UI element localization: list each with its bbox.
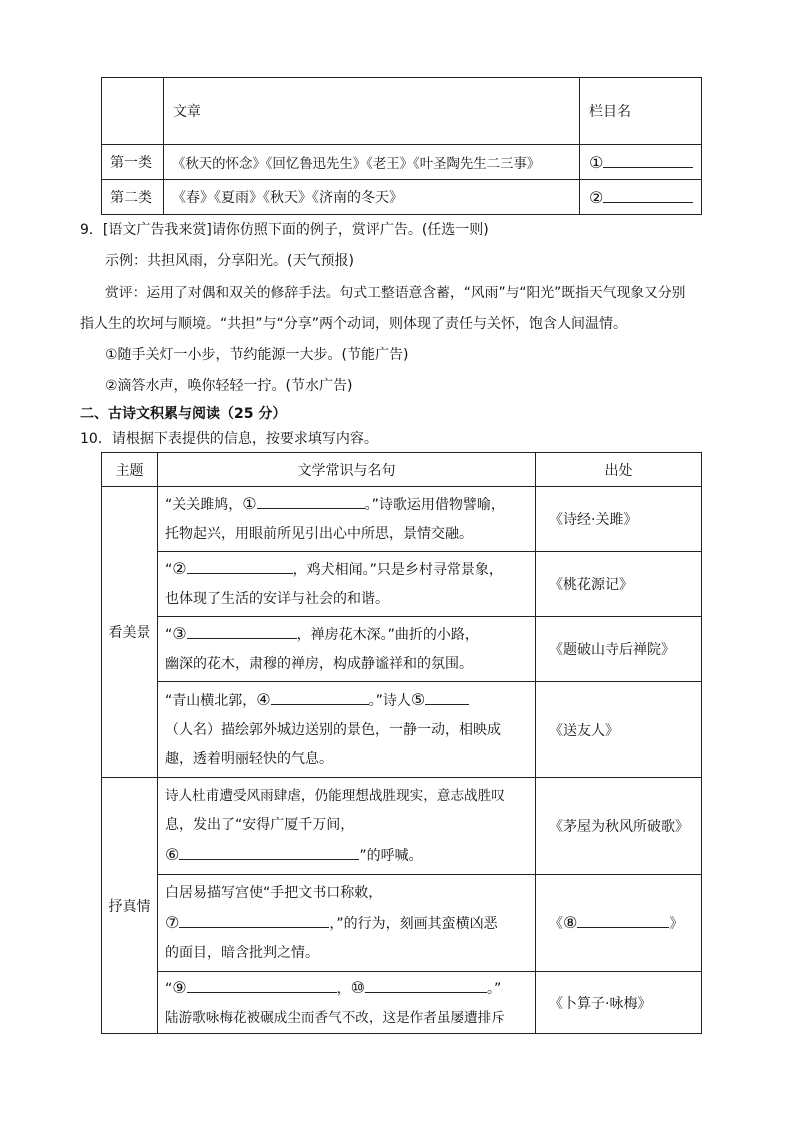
text: 也体现了生活的安详与社会的和谐。 [165,591,389,607]
table-row [102,875,702,972]
answer-blank[interactable] [187,624,297,639]
text: （人名）描绘郭外城边送别的景色，一静一动，相映成 [165,722,501,738]
knowledge-cell [158,972,536,1034]
knowledge-cell [158,617,536,682]
text: ， [336,980,351,997]
table-row [102,552,702,617]
knowledge-cell [158,778,536,875]
text: “青山横北郭， [165,693,257,709]
text: 》 [669,916,684,932]
answer-blank[interactable] [179,913,329,928]
text: ”的呼喊。 [359,847,423,864]
row-content: 《春》《夏雨》《秋天》《济南的冬天》 [164,180,580,215]
table-row [102,180,702,215]
blank-number: ④ [256,690,271,709]
text: 幽深的花木，肃穆的禅房，构成静谧祥和的氛围。 [165,656,473,672]
answer-blank[interactable] [179,845,359,860]
text: “ [165,627,173,643]
source-cell: 《送友人》 [536,682,702,778]
knowledge-cell [158,552,536,617]
blank-number: ① [242,494,257,513]
ad-item-2: ②滴答水声，唤你轻轻一拧。(节水广告) [105,378,353,394]
text: ，”的行为，刻画其蛮横凶恶 [329,915,498,932]
text: 《 [549,916,563,932]
header-article: 文章 [164,78,580,145]
text: “ [165,562,173,578]
table-header-row [102,78,702,145]
row-label: 第一类 [102,145,164,180]
header-theme: 主题 [102,453,158,487]
category-table [101,77,702,215]
comment-line-2: 指人生的坎坷与顺境。“共担”与“分享”两个动词，则体现了责任与关怀，饱含人间温情。 [80,316,628,332]
blank-number: ⑩ [350,977,365,997]
answer-blank[interactable] [603,188,693,203]
example-text: 示例：共担风雨，分享阳光。(天气预报) [105,253,354,269]
ad-item-1: ①随手关灯一小步，节约能源一大步。(节能广告) [105,347,409,363]
row-label: 第二类 [102,180,164,215]
header-knowledge: 文学常识与名句 [158,453,536,487]
knowledge-cell [158,487,536,552]
text: “ [165,980,173,997]
table-header-row [102,453,702,487]
question-9-title: 9．[语文广告我来赏]请你仿照下面的例子，赏评广告。(任选一则) [80,222,489,238]
blank-number: ② [589,187,604,207]
text: 息，发出了“安得广厦千万间， [165,816,355,833]
header-column-name: 栏目名 [580,78,702,145]
section-title: 二、古诗文积累与阅读（25 分） [80,406,287,422]
source-cell: 《诗经·关雎》 [536,487,702,552]
source-cell: 《题破山寺后禅院》 [536,617,702,682]
text: 。” [486,980,502,997]
blank-number: ⑨ [172,977,187,997]
text: 托物起兴，用眼前所见引出心中所思，景情交融。 [165,526,473,542]
text: 。”诗歌运用借物譬喻， [364,497,505,513]
text: 。”诗人 [368,693,411,709]
knowledge-cell [158,682,536,778]
text: “关关雎鸠， [165,497,243,513]
answer-cell[interactable] [580,180,702,215]
header-empty-cell [102,78,164,145]
table-row [102,487,702,552]
text: 诗人杜甫遭受风雨肆虐，仍能理想战胜现实，意志战胜叹 [165,787,505,804]
theme-cell: 看美景 [102,487,158,778]
table-row [102,145,702,180]
text: 趣，透着明丽轻快的气息。 [165,751,333,767]
table-row [102,778,702,875]
header-source: 出处 [536,453,702,487]
answer-blank[interactable] [425,690,469,705]
answer-blank[interactable] [271,690,369,705]
blank-number: ⑧ [563,913,578,932]
answer-blank[interactable] [257,494,365,509]
blank-number: ① [589,152,604,172]
poetry-table [101,452,702,1034]
answer-blank[interactable] [603,153,693,168]
text: 白居易描写宫使“手把文书口称敕， [165,884,383,901]
source-cell: 《桃花源记》 [536,552,702,617]
table-row [102,972,702,1034]
answer-blank[interactable] [365,978,487,993]
question-10-title: 10．请根据下表提供的信息，按要求填写内容。 [80,431,378,447]
blank-number: ⑤ [410,690,426,709]
answer-cell[interactable] [580,145,702,180]
text: 陆游歌咏梅花被碾成尘而香气不改，这是作者虽屡遭排斥 [165,1009,505,1026]
source-cell: 《茅屋为秋风所破歌》 [536,778,702,875]
source-cell [536,875,702,972]
blank-number: ② [172,559,187,578]
comment-line-1: 赏评：运用了对偶和双关的修辞手法。句式工整语意含蓄，“风雨”与“阳光”既指天气现象又分别 [105,285,686,301]
knowledge-cell [158,875,536,972]
blank-number: ⑥ [165,844,180,864]
source-cell: 《卜算子·咏梅》 [536,972,702,1034]
text: 的面目，暗含批判之情。 [165,944,319,961]
blank-number: ⑦ [165,912,180,932]
row-content: 《秋天的怀念》《回忆鲁迅先生》《老王》《叶圣陶先生二三事》 [164,145,580,180]
answer-blank[interactable] [187,978,337,993]
table-row [102,617,702,682]
blank-number: ③ [172,624,187,643]
text: ，禅房花木深。”曲折的小路， [296,627,479,643]
text: ，鸡犬相闻。”只是乡村寻常景象， [292,562,503,578]
theme-cell: 抒真情 [102,778,158,1034]
answer-blank[interactable] [577,913,669,928]
table-row [102,682,702,778]
answer-blank[interactable] [187,559,293,574]
